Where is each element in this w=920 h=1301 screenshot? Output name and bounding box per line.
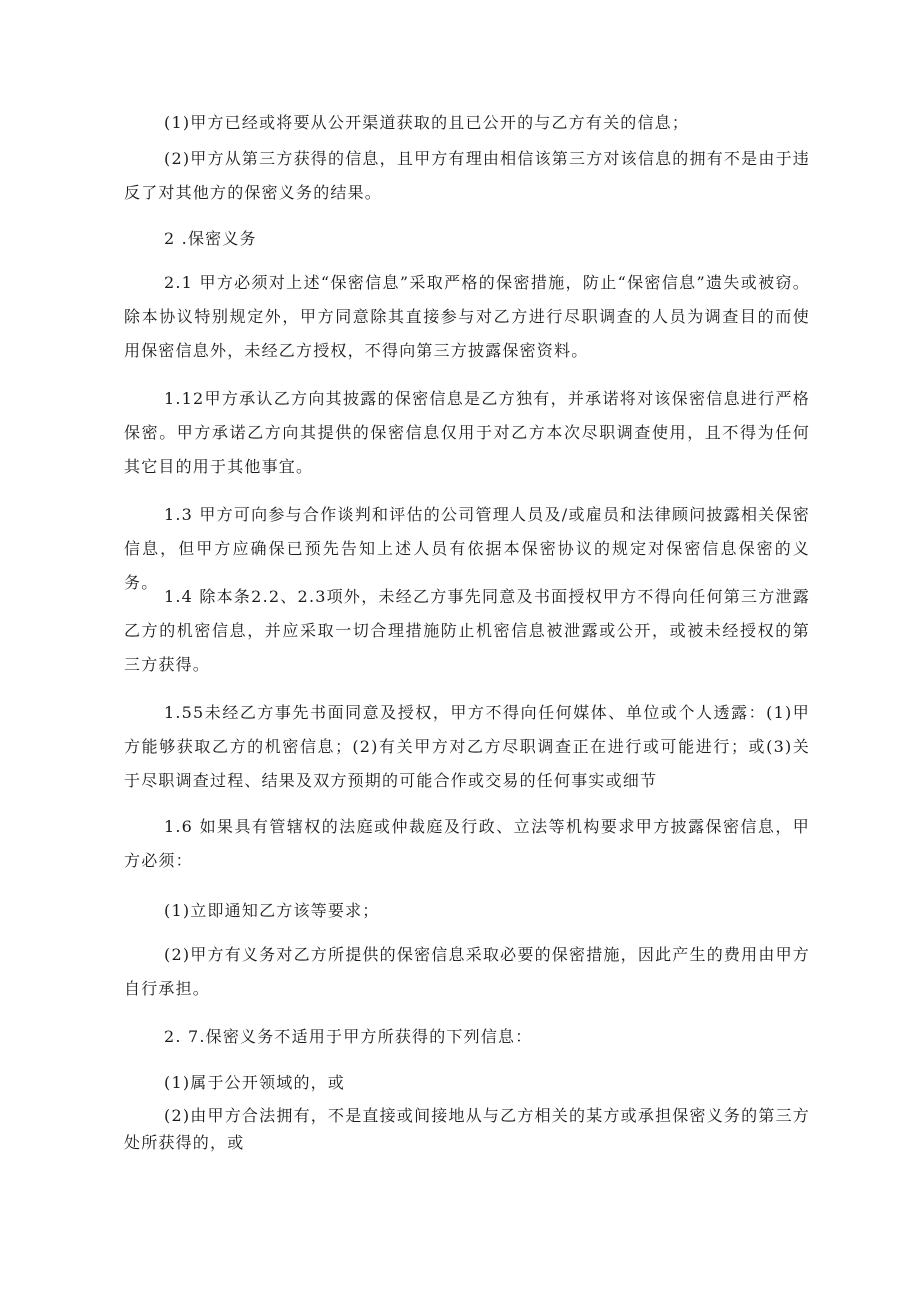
subitem-confidentiality-measures: (2)甲方有义务对乙方所提供的保密信息采取必要的保密措施，因此产生的费用由甲方自行承担。 xyxy=(124,945,810,998)
clause-2-1: 2.1 甲方必须对上述“保密信息”采取严格的保密措施，防止“保密信息”遗失或被窃。除本协议特别规定外，甲方同意除其直接参与对乙方进行尽职调查的人员为调查目的而使用保密信息外，未经乙方授权，不得向第三方披露保密资料。 xyxy=(124,273,810,360)
subitem-lawfully-possessed: (2)由甲方合法拥有，不是直接或间接地从与乙方相关的某方或承担保密义务的第三方处所获得的，或 xyxy=(124,1106,810,1152)
paragraph-item-1-public-info: (1)甲方已经或将要从公开渠道获取的且已公开的与乙方有关的信息； xyxy=(164,113,690,132)
paragraph-item-2-third-party-info: (2)甲方从第三方获得的信息，且甲方有理由相信该第三方对该信息的拥有不是由于违反了对其他方的保密义务的结果。 xyxy=(124,149,810,202)
clause-2-7: 2. 7.保密义务不适用于甲方所获得的下列信息： xyxy=(164,1027,533,1046)
clause-1-6: 1.6 如果具有管辖权的法庭或仲裁庭及行政、立法等机构要求甲方披露保密信息，甲方必须： xyxy=(124,817,810,870)
clause-1-4: 1.4 除本条2.2、2.3项外，未经乙方事先同意及书面授权甲方不得向任何第三方泄露乙方的机密信息，并应采取一切合理措施防止机密信息被泄露或公开，或被未经授权的第三方获得。 xyxy=(124,587,810,674)
clause-1-12: 1.12甲方承认乙方向其披露的保密信息是乙方独有，并承诺将对该保密信息进行严格保密。甲方承诺乙方向其提供的保密信息仅用于对乙方本次尽职调查使用，且不得为任何其它目的用于其他事宜。 xyxy=(124,389,810,476)
section-heading-confidentiality-obligation: 2 .保密义务 xyxy=(164,229,257,248)
subitem-public-domain: (1)属于公开领域的，或 xyxy=(164,1073,346,1092)
clause-1-3: 1.3 甲方可向参与合作谈判和评估的公司管理人员及/或雇员和法律顾问披露相关保密信息，但甲方应确保已预先告知上述人员有依据本保密协议的规定对保密信息保密的义务。 xyxy=(124,505,810,592)
clause-1-55: 1.55未经乙方事先书面同意及授权，甲方不得向任何媒体、单位或个人透露：(1)甲方能够获取乙方的机密信息；(2)有关甲方对乙方尽职调查正在进行或可能进行；或(3)关于尽职调查过程、结果及双方预期的可能合作或交易的任何事实或细节 xyxy=(124,703,810,790)
subitem-notify-party-b: (1)立即通知乙方该等要求； xyxy=(164,901,380,920)
